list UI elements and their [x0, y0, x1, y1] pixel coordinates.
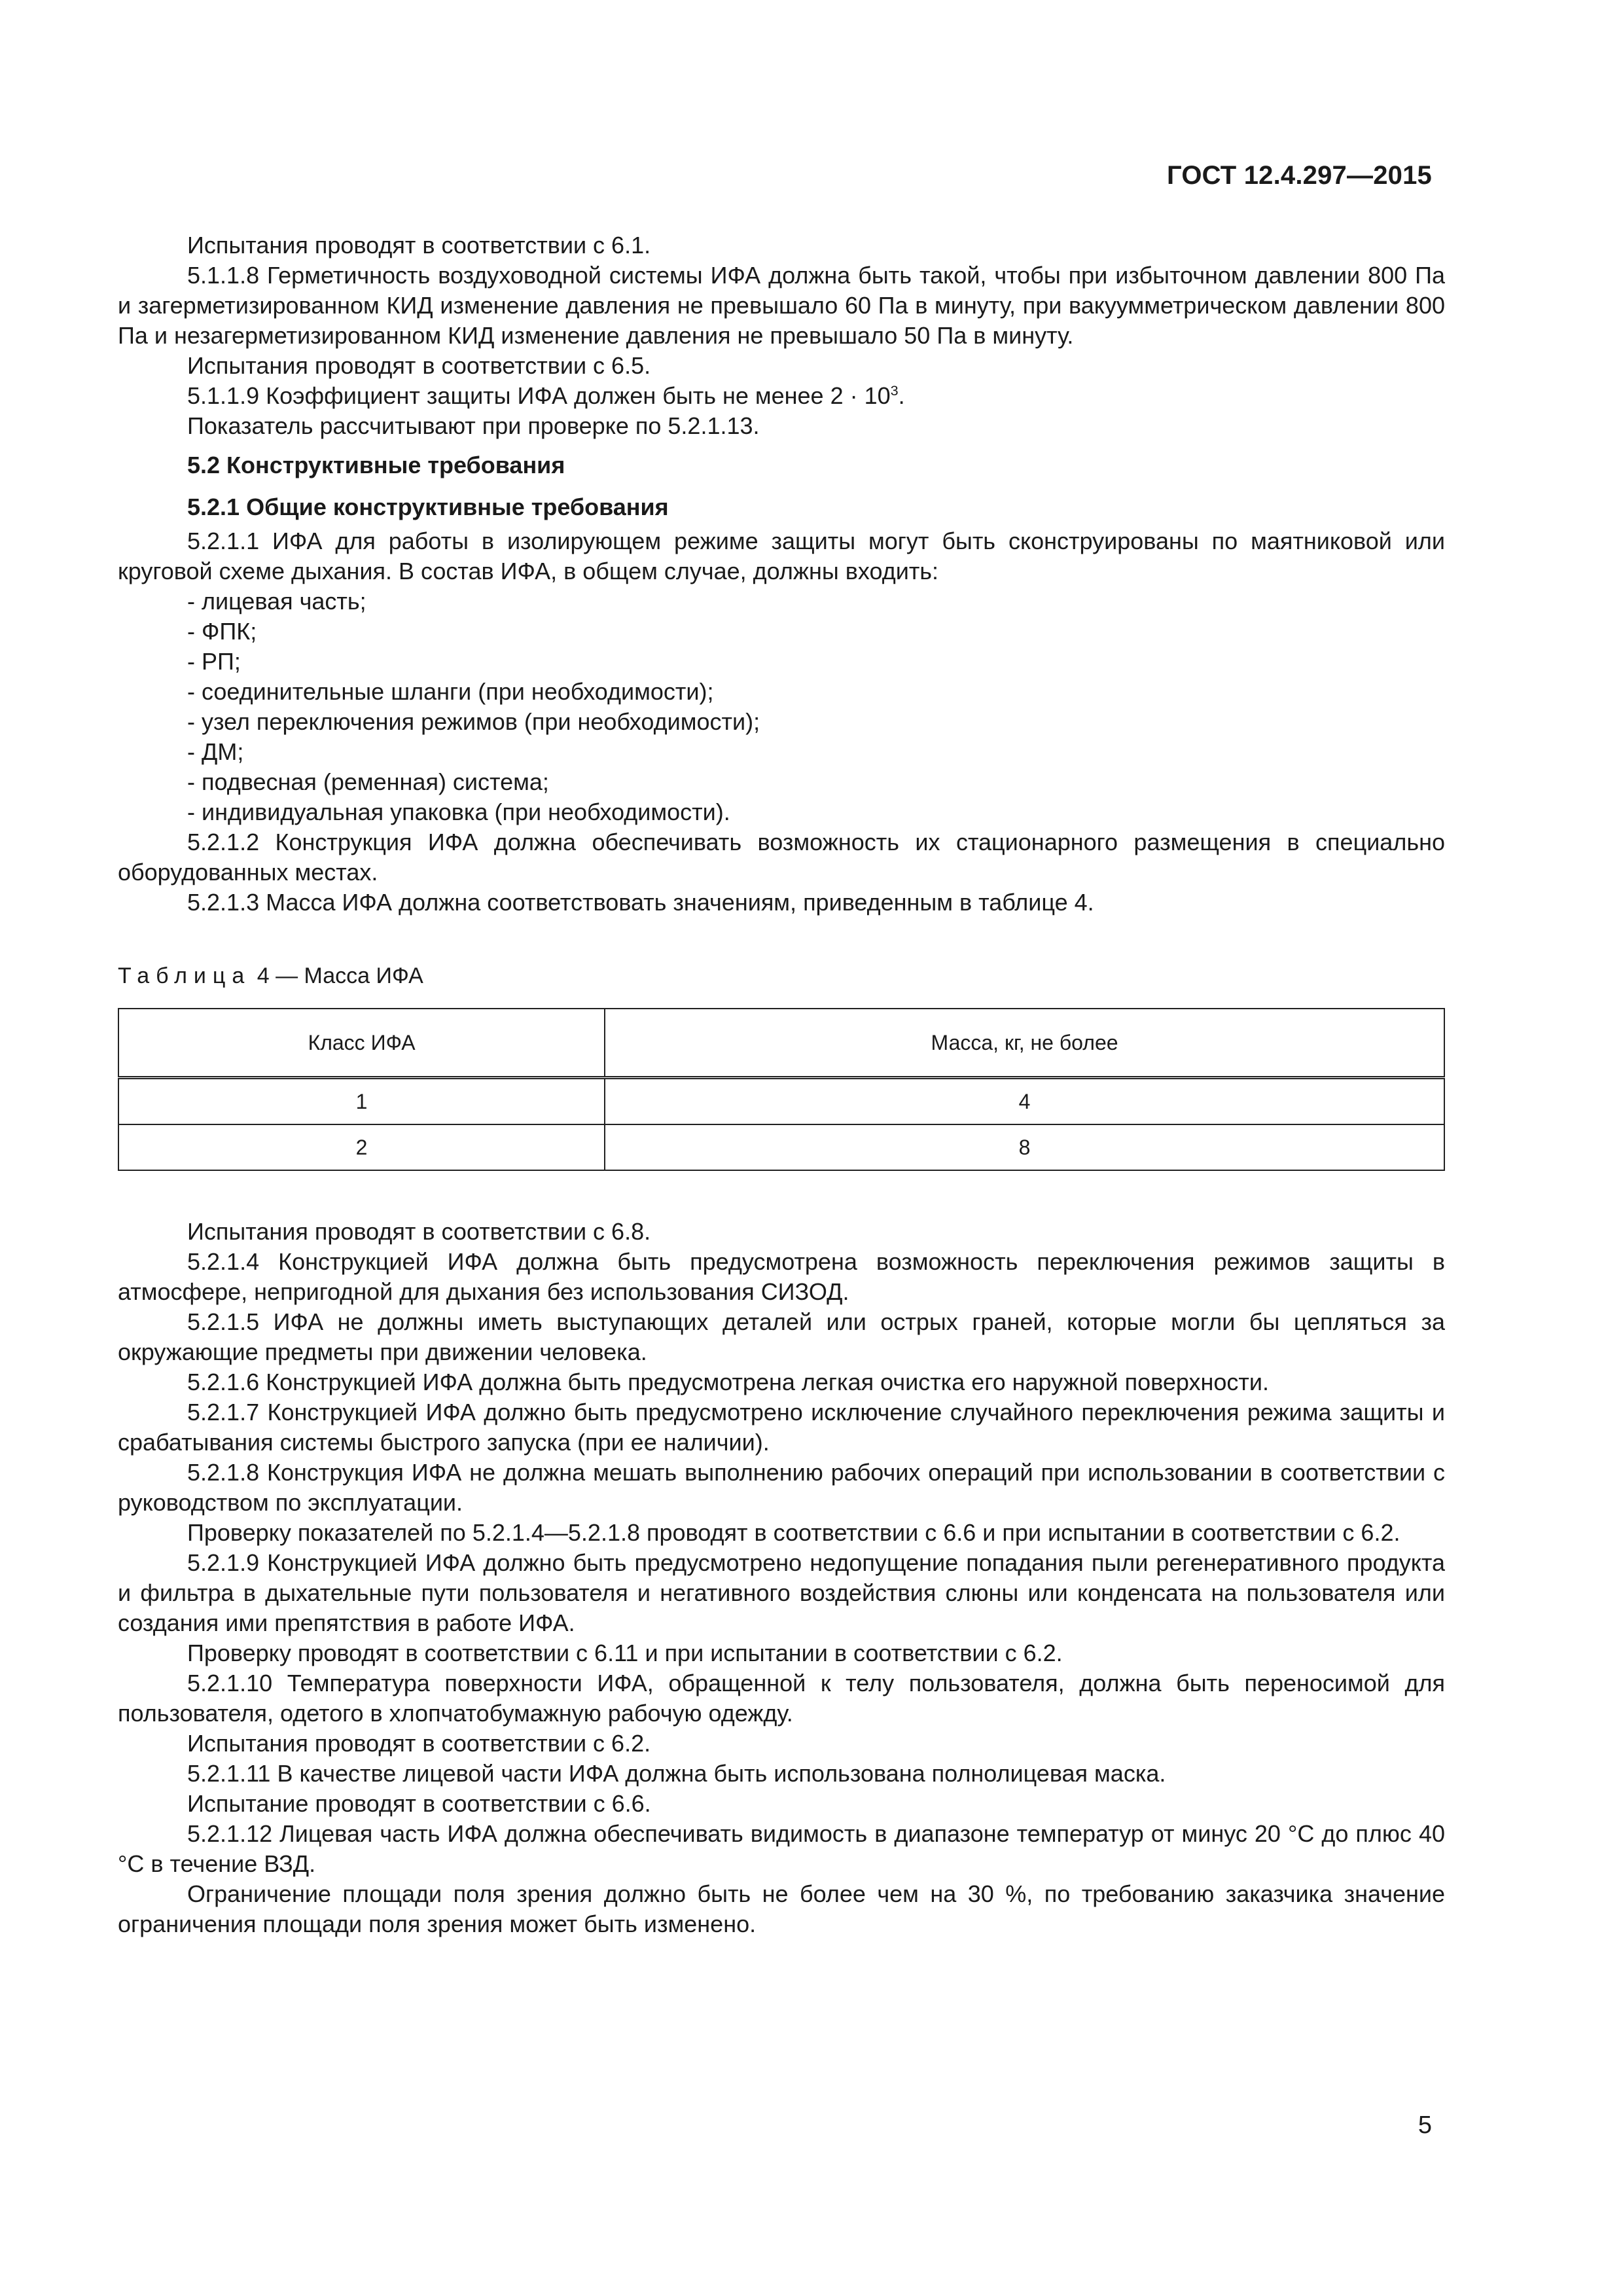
paragraph-5-1-1-8: 5.1.1.8 Герметичность воздуховодной системы ИФА должна быть такой, чтобы при избыточном давлении 800 Па и загерметизированном КИД изменение давления не превышало 60 Па в минуту, при вакуумметрическом давлении 800 Па и незагерметизированном КИД изменение давления не превышало 50 Па в минуту. — [118, 262, 1445, 349]
paragraph-5-2-1-10: 5.2.1.10 Температура поверхности ИФА, обращенной к телу пользователя, должна быть переносимой для пользователя, одетого в хлопчатобумажную рабочую одежду. — [118, 1670, 1445, 1727]
paragraph: Испытания проводят в соответствии с 6.5. — [187, 352, 651, 379]
paragraph-5-2-1-5: 5.2.1.5 ИФА не должны иметь выступающих деталей или острых граней, которые могли бы цепляться за окружающие предметы при движении человека. — [118, 1308, 1445, 1365]
paragraph-5-2-1-3: 5.2.1.3 Масса ИФА должна соответствовать значениям, приведенным в таблице 4. — [187, 889, 1094, 916]
list-item: - индивидуальная упаковка (при необходимости). — [187, 798, 730, 825]
list-item: - подвесная (ременная) система; — [187, 768, 549, 795]
components-list — [118, 586, 1445, 827]
post-table-section — [118, 1217, 1445, 1939]
document-header-id: ГОСТ 12.4.297—2015 — [1167, 161, 1432, 190]
list-item: - лицевая часть; — [187, 588, 366, 615]
exponent: 3 — [890, 382, 899, 399]
paragraph-5-2-1-8: 5.2.1.8 Конструкция ИФА не должна мешать выполнению рабочих операций при использовании в соответствии с руководством по эксплуатации. — [118, 1459, 1445, 1516]
paragraph: Показатель рассчитывают при проверке по 5.2.1.13. — [187, 412, 760, 439]
paragraph: Проверку проводят в соответствии с 6.11 и при испытании в соответствии с 6.2. — [187, 1640, 1063, 1666]
section-heading-5-2-1: 5.2.1 Общие конструктивные требования — [187, 493, 669, 520]
list-item: - ДМ; — [187, 738, 244, 765]
table-cell: 8 — [605, 1124, 1444, 1170]
table-cell: 2 — [118, 1124, 605, 1170]
list-item: - узел переключения режимов (при необходимости); — [187, 708, 760, 735]
section-heading-5-2: 5.2 Конструктивные требования — [187, 452, 565, 478]
list-item: - РП; — [187, 648, 241, 675]
paragraph: Ограничение площади поля зрения должно быть не более чем на 30 %, по требованию заказчика значение ограничения площади поля зрения может быть изменено. — [118, 1880, 1445, 1937]
paragraph-5-2-1-2: 5.2.1.2 Конструкция ИФА должна обеспечивать возможность их стационарного размещения в специально оборудованных местах. — [118, 829, 1445, 886]
column-header-mass: Масса, кг, не более — [605, 1009, 1444, 1078]
paragraph-5-2-1-11: 5.2.1.11 В качестве лицевой части ИФА должна быть использована полнолицевая маска. — [187, 1760, 1166, 1787]
table-caption-label: Таблица — [118, 963, 251, 988]
paragraph-5-1-1-9 — [118, 381, 1445, 411]
paragraph-5-2-1-6: 5.2.1.6 Конструкцией ИФА должна быть предусмотрена легкая очистка его наружной поверхности. — [187, 1369, 1270, 1395]
column-header-class: Класс ИФА — [118, 1009, 605, 1078]
paragraph-5-2-1-7: 5.2.1.7 Конструкцией ИФА должно быть предусмотрено исключение случайного переключения режима защиты и срабатывания системы быстрого запуска (при ее наличии). — [118, 1399, 1445, 1456]
table-caption-text: 4 — Масса ИФА — [251, 963, 423, 988]
page-number: 5 — [1418, 2111, 1432, 2139]
list-item: - соединительные шланги (при необходимости); — [187, 678, 714, 705]
paragraph-5-2-1-9: 5.2.1.9 Конструкцией ИФА должно быть предусмотрено недопущение попадания пыли регенеративного продукта и фильтра в дыхательные пути пользователя и негативного воздействия слюны или конденсата на пользователя или создания ими препятствия в работе ИФА. — [118, 1549, 1445, 1636]
table-cell: 1 — [118, 1078, 605, 1125]
paragraph-5-2-1-4: 5.2.1.4 Конструкцией ИФА должна быть предусмотрена возможность переключения режимов защиты в атмосфере, непригодной для дыхания без использования СИЗОД. — [118, 1248, 1445, 1305]
document-body — [118, 230, 1445, 1939]
paragraph: Испытания проводят в соответствии с 6.2. — [187, 1730, 651, 1757]
paragraph-tail: . — [898, 382, 905, 409]
table-cell: 4 — [605, 1078, 1444, 1125]
paragraph-text: 5.1.1.9 Коэффициент защиты ИФА должен быть не менее 2 · 10 — [187, 382, 891, 409]
table-caption — [118, 961, 1445, 991]
table-header-row — [118, 1009, 1444, 1078]
paragraph-5-2-1-12: 5.2.1.12 Лицевая часть ИФА должна обеспечивать видимость в диапазоне температур от минус 20 °С до плюс 40 °С в течение ВЗД. — [118, 1820, 1445, 1877]
paragraph: Испытания проводят в соответствии с 6.1. — [187, 232, 651, 259]
paragraph: Испытание проводят в соответствии с 6.6. — [187, 1790, 651, 1817]
mass-table — [118, 1008, 1445, 1171]
list-item: - ФПК; — [187, 618, 257, 645]
paragraph: Проверку показателей по 5.2.1.4—5.2.1.8 проводят в соответствии с 6.6 и при испытании в соответствии с 6.2. — [187, 1519, 1400, 1546]
table-row — [118, 1078, 1444, 1125]
paragraph: Испытания проводят в соответствии с 6.8. — [187, 1218, 651, 1245]
paragraph-5-2-1-1: 5.2.1.1 ИФА для работы в изолирующем режиме защиты могут быть сконструированы по маятниковой или круговой схеме дыхания. В состав ИФА, в общем случае, должны входить: — [118, 528, 1445, 584]
table-row — [118, 1124, 1444, 1170]
